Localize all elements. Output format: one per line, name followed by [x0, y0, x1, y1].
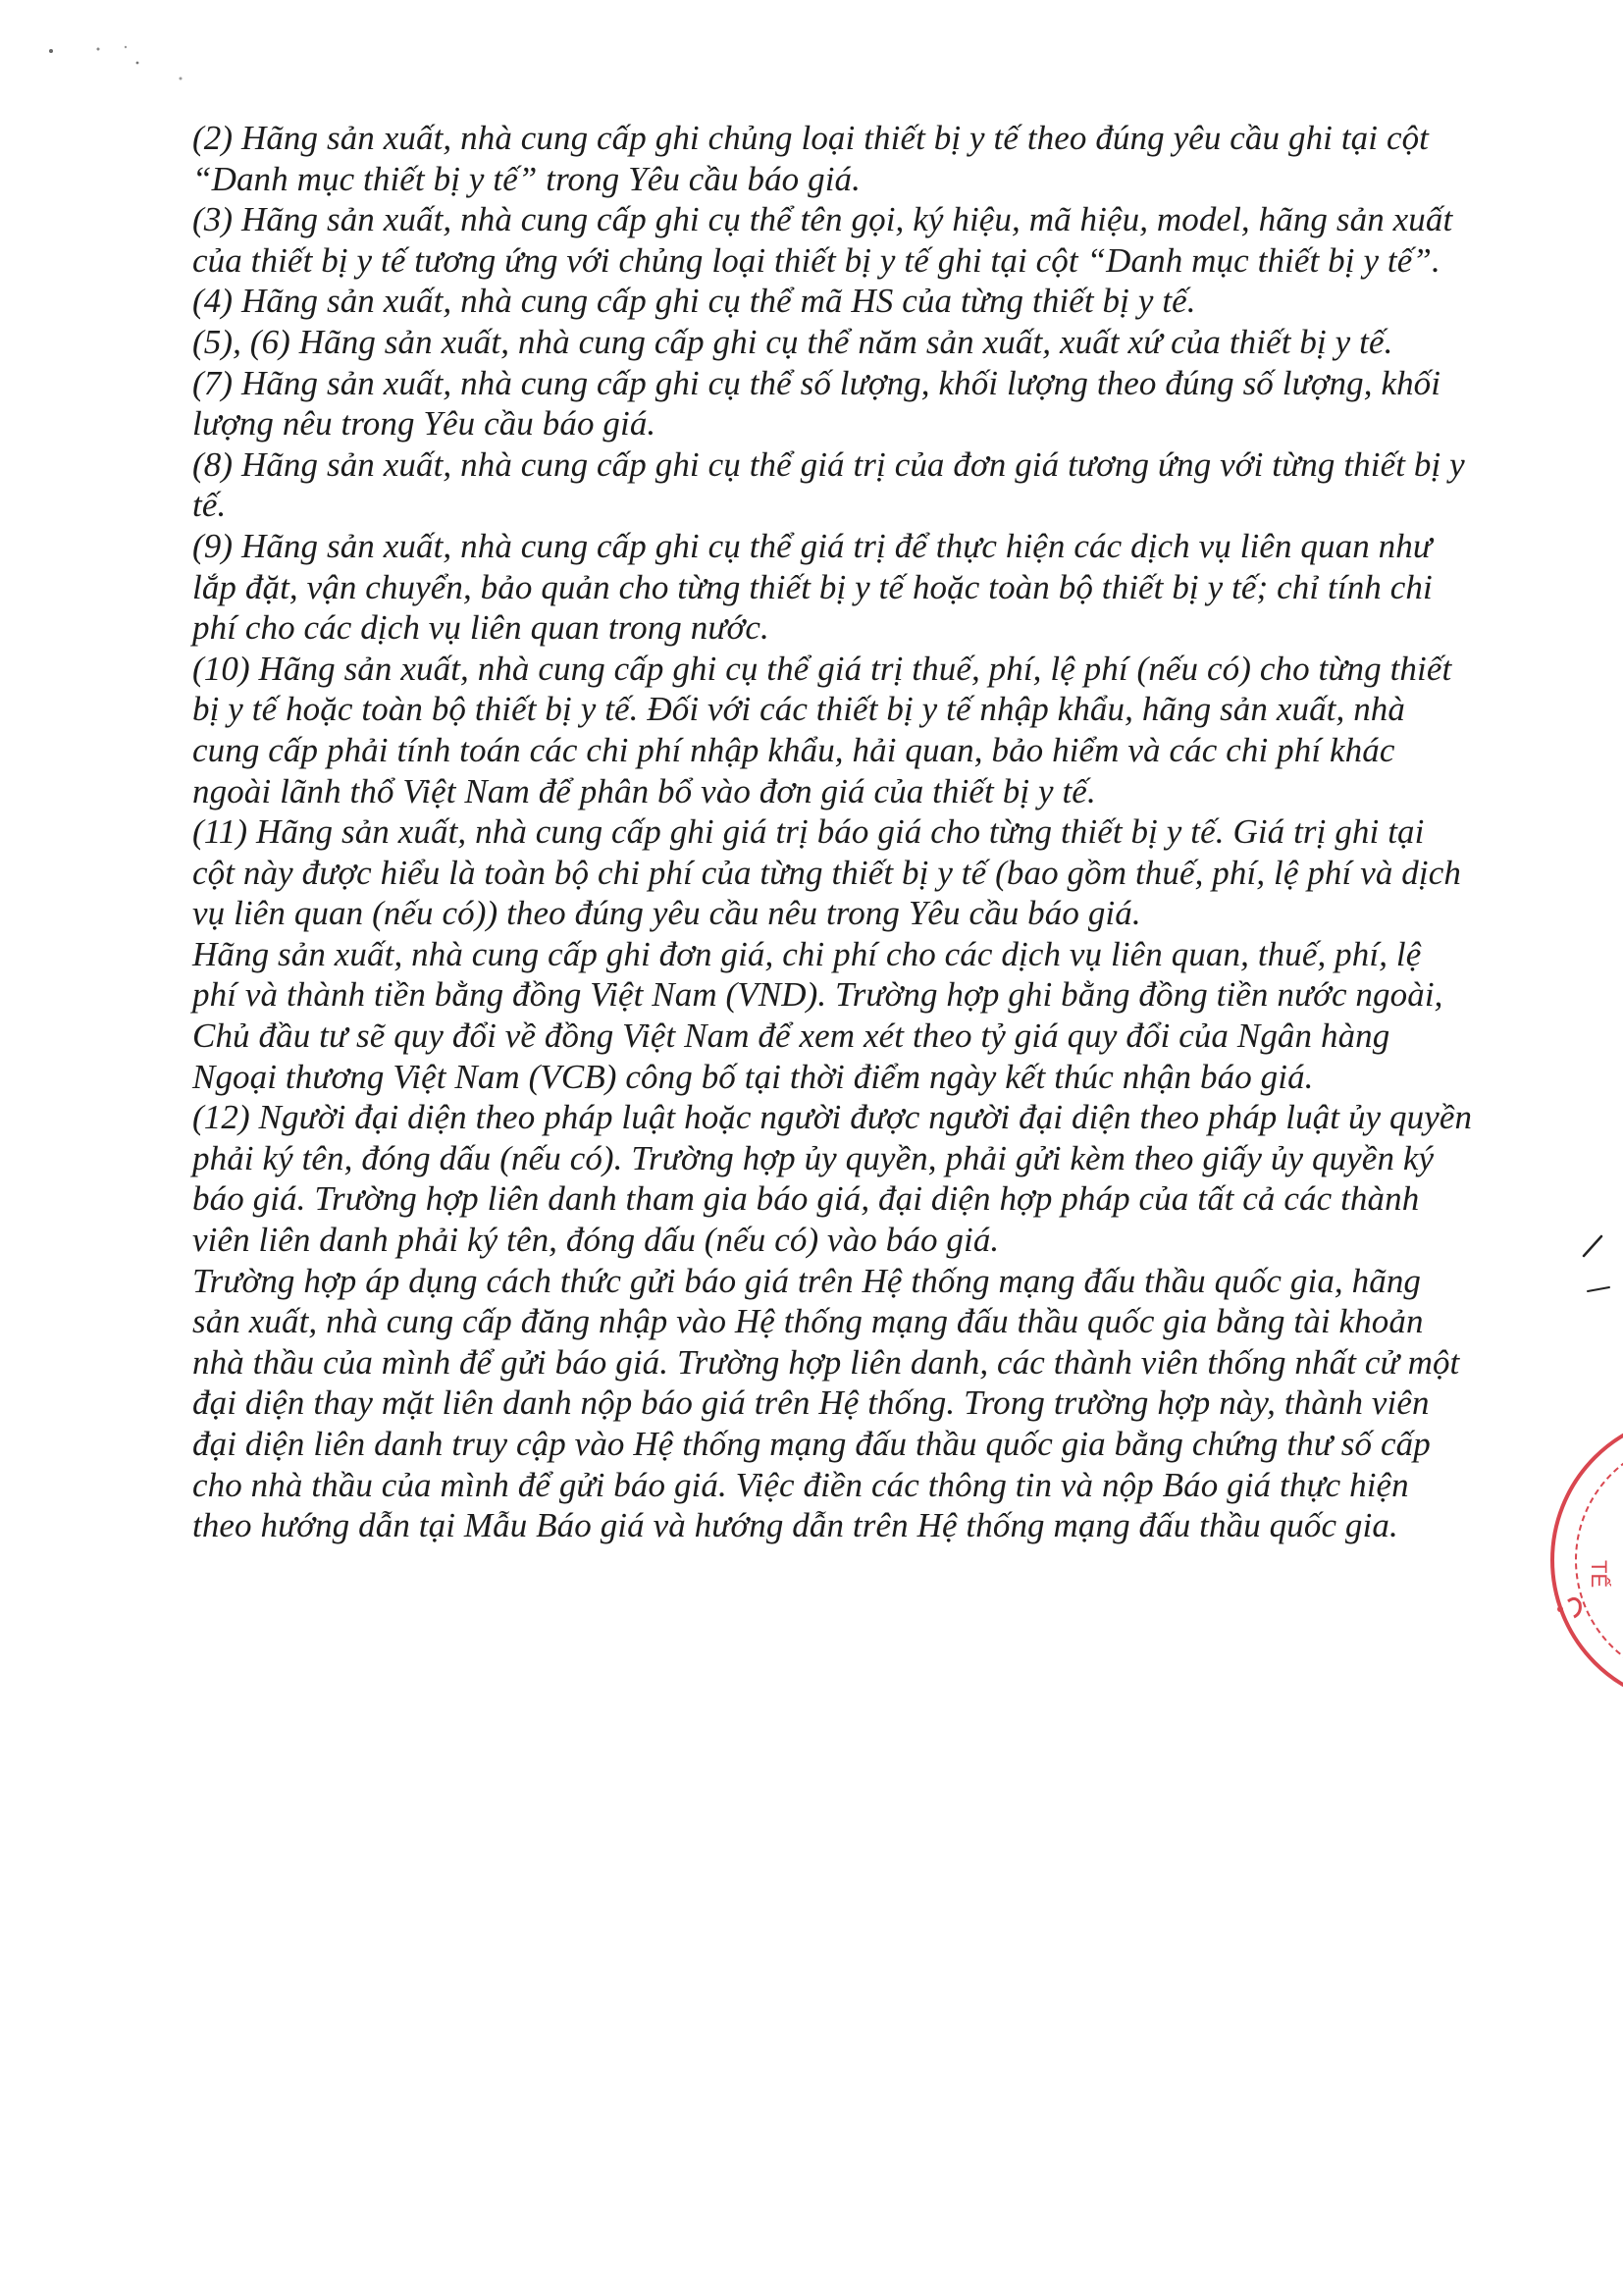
note-12: (12) Người đại diện theo pháp luật hoặc người được người đại diện theo pháp luật ủy quyền phải ký tên, đóng dấu (nếu có). Trường hợp ủy quyền, phải gửi kèm theo giấy ủy quyền ký báo giá. Trường hợp liên danh tham gia báo giá, đại diện hợp pháp của tất cả các thành viên liên danh phải ký tên, đóng dấu (nếu có) vào báo giá.	[192, 1098, 1473, 1260]
note-8: (8) Hãng sản xuất, nhà cung cấp ghi cụ thể giá trị của đơn giá tương ứng với từng thiết bị y tế.	[192, 444, 1465, 525]
red-seal-stamp	[1511, 1413, 1623, 1707]
note-10: (10) Hãng sản xuất, nhà cung cấp ghi cụ thể giá trị thuế, phí, lệ phí (nếu có) cho từng thiết bị y tế hoặc toàn bộ thiết bị y tế. Đối với các thiết bị y tế nhập khẩu, hãng sản xuất, nhà cung cấp phải tính toán các chi phí nhập khẩu, hải quan, bảo hiểm và các chi phí khác ngoài lãnh thổ Việt Nam để phân bổ vào đơn giá của thiết bị y tế.	[192, 649, 1452, 810]
note-2: (2) Hãng sản xuất, nhà cung cấp ghi chủng loại thiết bị y tế theo đúng yêu cầu ghi tại cột “Danh mục thiết bị y tế” trong Yêu cầu báo giá.	[192, 119, 1430, 198]
svg-text:TẾ: TẾ	[1587, 1560, 1611, 1589]
note-7: (7) Hãng sản xuất, nhà cung cấp ghi cụ thể số lượng, khối lượng theo đúng số lượng, khối lượng nêu trong Yêu cầu báo giá.	[192, 363, 1441, 444]
margin-pen-marks	[1580, 1226, 1623, 1305]
instructions-body	[192, 118, 1546, 1546]
note-11: (11) Hãng sản xuất, nhà cung cấp ghi giá trị báo giá cho từng thiết bị y tế. Giá trị ghi tại cột này được hiểu là toàn bộ chi phí của từng thiết bị y tế (bao gồm thuế, phí, lệ phí và dịch vụ liên quan (nếu có)) theo đúng yêu cầu nêu trong Yêu cầu báo giá.	[192, 812, 1461, 933]
currency-paragraph: Hãng sản xuất, nhà cung cấp ghi đơn giá, chi phí cho các dịch vụ liên quan, thuế, phí, lệ phí và thành tiền bằng đồng Việt Nam (VND). Trường hợp ghi bằng đồng tiền nước ngoài, Chủ đầu tư sẽ quy đổi về đồng Việt Nam để xem xét theo tỷ giá quy đổi của Ngân hàng Ngoại thương Việt Nam (VCB) công bố tại thời điểm ngày kết thúc nhận báo giá.	[192, 934, 1443, 1096]
scan-specks	[39, 39, 196, 88]
note-4: (4) Hãng sản xuất, nhà cung cấp ghi cụ thể mã HS của từng thiết bị y tế.	[192, 282, 1196, 321]
note-3: (3) Hãng sản xuất, nhà cung cấp ghi cụ thể tên gọi, ký hiệu, mã hiệu, model, hãng sản xuất của thiết bị y tế tương ứng với chủng loại thiết bị y tế ghi tại cột “Danh mục thiết bị y tế”.	[192, 200, 1453, 280]
note-9: (9) Hãng sản xuất, nhà cung cấp ghi cụ thể giá trị để thực hiện các dịch vụ liên quan như lắp đặt, vận chuyển, bảo quản cho từng thiết bị y tế hoặc toàn bộ thiết bị y tế; chỉ tính chi phí cho các dịch vụ liên quan trong nước.	[192, 526, 1433, 648]
e-bidding-paragraph: Trường hợp áp dụng cách thức gửi báo giá trên Hệ thống mạng đấu thầu quốc gia, hãng sản xuất, nhà cung cấp đăng nhập vào Hệ thống mạng đấu thầu quốc gia bằng tài khoản nhà thầu của mình để gửi báo giá. Trường hợp liên danh, các thành viên thống nhất cử một đại diện thay mặt liên danh nộp báo giá trên Hệ thống. Trong trường hợp này, thành viên đại diện liên danh truy cập vào Hệ thống mạng đấu thầu quốc gia bằng chứng thư số cấp cho nhà thầu của mình để gửi báo giá. Việc điền các thông tin và nộp Báo giá thực hiện theo hướng dẫn tại Mẫu Báo giá và hướng dẫn trên Hệ thống mạng đấu thầu quốc gia.	[192, 1261, 1460, 1545]
note-5-6: (5), (6) Hãng sản xuất, nhà cung cấp ghi cụ thể năm sản xuất, xuất xứ của thiết bị y tế.	[192, 322, 1393, 361]
